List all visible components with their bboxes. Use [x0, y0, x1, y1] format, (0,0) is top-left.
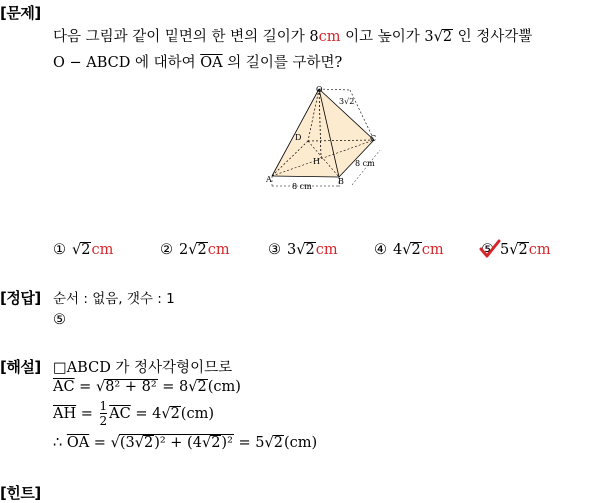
- choice-unit: cm: [528, 242, 551, 258]
- equals: =: [74, 379, 96, 395]
- result-root: 2: [197, 379, 207, 395]
- answer-meta: 순서 : 없음, 갯수 : 1: [53, 291, 175, 307]
- answer-label: [정답]: [0, 289, 41, 307]
- choice-root: 2: [305, 242, 315, 258]
- vertex-c-label: C: [370, 134, 377, 143]
- segment-ah: $\overline{AH}$: [53, 406, 77, 423]
- segment-oa: $\overline{OA}$: [66, 435, 90, 451]
- choice-number: ②: [160, 242, 173, 258]
- explanation-line-4: ∴ $\overline{OA} = √(3√2)^2 + (4√2)^2 = 5√2(cm)$: [53, 435, 318, 451]
- answer-value: ⑤: [53, 312, 66, 328]
- choice-3[interactable]: ③ 3√2cm: [268, 242, 338, 258]
- choice-5[interactable]: ⑤ 5√2cm: [481, 242, 551, 258]
- problem-line-1: 다음 그림과 같이 밑면의 한 변의 길이가 8cm 이고 높이가 3√2 인 정사각뿔: [53, 29, 533, 45]
- problem-root: 2: [442, 29, 453, 45]
- choice-root: 2: [518, 242, 528, 258]
- problem-line-2: [53, 51, 342, 72]
- result-coef: = 5: [233, 435, 265, 451]
- explanation-line-3: $\overline{AH}$ = $\frac{1}{2}$ $\overline{AC} = 4√2(cm)$: [53, 399, 214, 429]
- equals: =: [89, 435, 111, 451]
- choice-number: ⑤: [481, 242, 494, 258]
- choice-coef: 2: [179, 242, 189, 258]
- equals: =: [76, 406, 98, 423]
- choice-unit: cm: [421, 242, 444, 258]
- choice-coef: 4: [393, 242, 403, 258]
- vertex-a-label: A: [266, 175, 272, 184]
- checkmark-icon: [479, 239, 501, 259]
- problem-unit: cm: [318, 29, 341, 45]
- result-unit: (cm): [180, 406, 214, 423]
- choice-root: 2: [197, 242, 207, 258]
- problem-text-b: 이고 높이가 3: [340, 29, 434, 45]
- fraction-numerator: 1: [99, 399, 108, 413]
- choice-root: 2: [411, 242, 421, 258]
- problem-text-a: 다음 그림과 같이 밑면의 한 변의 길이가 8: [53, 29, 319, 45]
- result-unit: (cm): [207, 379, 241, 395]
- choice-unit: cm: [91, 242, 114, 258]
- problem-segment-oa: $\overline{OA}$: [200, 55, 223, 71]
- choice-coef: 5: [500, 242, 510, 258]
- vertex-d-label: D: [295, 133, 302, 142]
- pyramid-figure: [256, 84, 386, 192]
- therefore-symbol: ∴: [53, 435, 67, 451]
- vertex-o-label: O: [316, 85, 323, 94]
- result-coef: = 8: [157, 379, 189, 395]
- choice-2[interactable]: ② 2√2cm: [160, 242, 230, 258]
- fraction-half: [100, 400, 108, 428]
- segment-ac: $\overline{AC}$: [109, 406, 131, 423]
- problem-text-c: 인 정사각뿔: [453, 29, 533, 45]
- explanation-line-1: □ABCD 가 정사각형이므로: [53, 360, 233, 376]
- vertex-b-label: B: [338, 177, 344, 186]
- choice-unit: cm: [207, 242, 230, 258]
- height-label: 3√2: [339, 97, 355, 106]
- segment-ac: $\overline{AC}$: [53, 379, 75, 395]
- choice-unit: cm: [315, 242, 338, 258]
- explanation-label: [해설]: [0, 358, 41, 376]
- choice-number: ③: [268, 242, 281, 258]
- result-root: 2: [273, 435, 283, 451]
- result-coef: = 4: [130, 406, 162, 423]
- choice-number: ①: [53, 242, 66, 258]
- radicand-ac: 8² + 8²: [105, 379, 157, 395]
- result-unit: (cm): [283, 435, 318, 451]
- choice-4[interactable]: ④ 4√2cm: [374, 242, 444, 258]
- choice-root: 2: [81, 242, 91, 258]
- choice-number: ④: [374, 242, 387, 258]
- hint-label: [힌트]: [0, 484, 41, 502]
- foot-h-label: H: [313, 157, 320, 166]
- problem-text-e: 의 길이를 구하면?: [222, 55, 343, 71]
- edge-ab-label: 8 cm: [292, 182, 312, 191]
- problem-label: [문제]: [0, 4, 41, 22]
- problem-text-d: O − ABCD 에 대하여: [53, 55, 201, 71]
- fraction-denominator: 2: [99, 414, 108, 429]
- result-root: 2: [170, 406, 180, 423]
- edge-bc-label: 8 cm: [355, 159, 375, 168]
- choice-coef: 3: [287, 242, 297, 258]
- choice-1[interactable]: ① √2cm: [53, 242, 114, 258]
- radicand-oa: (3√2)² + (4√2)²: [119, 435, 233, 451]
- explanation-line-2: $\overline{AC} = √8^2 + 8^2 = 8√2(cm)$: [53, 379, 241, 395]
